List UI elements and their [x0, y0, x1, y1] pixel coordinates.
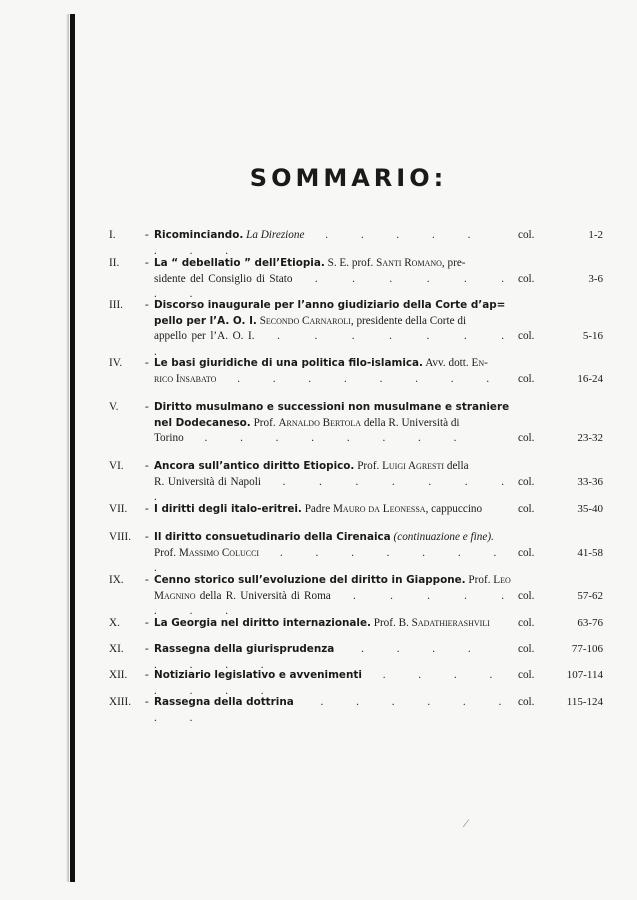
entry-dash: - [145, 696, 149, 708]
entry-dash: - [145, 257, 149, 269]
entry-dash: - [145, 503, 149, 515]
entry-author: Luigi Agresti [382, 460, 445, 472]
entry-number: XII. [109, 669, 128, 681]
entry-title: Ricominciando. [154, 229, 244, 241]
page-range: 63-76 [577, 617, 603, 629]
toc-entry-4 [109, 356, 603, 387]
entry-number: III. [109, 299, 123, 311]
entry-text: Avv. dott. [425, 357, 469, 369]
entry-text: della R. Università di [363, 416, 460, 429]
stray-ink-mark: ⁄ [465, 816, 468, 830]
entry-title: pello per l’A. O. I. [154, 314, 257, 327]
page-range: 41-58 [577, 546, 603, 559]
binding-edge [70, 14, 75, 882]
entry-number: IX. [109, 574, 124, 586]
col-label: col. [518, 696, 535, 708]
leader-dots: . . . . . . . . [154, 696, 517, 724]
leader-dots: . . . . . . . . [154, 643, 486, 671]
entry-dash: - [145, 617, 149, 629]
entry-text: sidente del Consiglio di Stato [154, 272, 293, 285]
entry-number: X. [109, 617, 120, 629]
entry-dash: - [145, 357, 149, 369]
entry-author: Santi Romano [376, 257, 442, 269]
entry-number: XIII. [109, 696, 132, 708]
entry-text: Padre [304, 503, 331, 515]
entry-dash: - [145, 401, 149, 413]
toc-entry-2: II. - La “ debellatio ” dell’Etiopia. S. E. prof. Santi Romano, pre- sidente del Consiglio di Stato . . . . . . . . col. 3-6 [109, 257, 603, 300]
entry-number: XI. [109, 643, 124, 655]
entry-text: presidente della Corte di [356, 314, 467, 327]
page-range: 33-36 [577, 475, 603, 488]
col-label: col. [518, 330, 535, 342]
col-label: col. [518, 272, 535, 285]
entry-author: En- [471, 357, 488, 369]
leader-dots: . . . . . . . . [154, 669, 508, 697]
entry-text: cappuccino [431, 503, 483, 515]
entry-title: nel Dodecaneso. [154, 416, 251, 429]
entry-text: Prof. [357, 460, 380, 472]
entry-number: VIII. [109, 531, 132, 543]
entry-dash: - [145, 574, 149, 586]
entry-text: pre- [447, 257, 466, 269]
toc-entry-9 [109, 573, 603, 620]
col-label: col. [518, 617, 535, 629]
page-range: 77-106 [571, 643, 603, 655]
entry-title: La “ debellatio ” dell’Etiopia. [154, 257, 325, 269]
entry-number: VI. [109, 460, 124, 472]
toc-entry-6 [109, 459, 603, 506]
entry-title: Rassegna della dottrina [154, 696, 294, 708]
toc-entry-13 [109, 695, 603, 726]
entry-dash: - [145, 531, 149, 543]
entry-title: Rassegna della giurisprudenza [154, 643, 335, 655]
entry-text: R. Università di Napoli [154, 475, 261, 488]
leader-dots: . . . . . . . . [237, 372, 505, 385]
entry-text: Prof. B. [373, 617, 409, 629]
entry-title: Discorso inaugurale per l’anno giudiziario della Corte d’ap= [154, 299, 506, 311]
entry-author: Sadathierashvili [411, 617, 490, 629]
leader-dots: . . . . . . . . [154, 589, 520, 617]
entry-title: I diritti degli italo-eritrei. [154, 503, 302, 515]
leader-dots: . . . . . . . . [154, 229, 486, 257]
toc-entry-1 [109, 228, 603, 259]
entry-text: della [446, 460, 469, 472]
toc-entry-5 [109, 400, 603, 447]
entry-author: Massimo Colucci [178, 546, 260, 559]
page-range: 115-124 [566, 696, 603, 708]
entry-number: V. [109, 401, 119, 413]
col-label: col. [518, 589, 535, 602]
toc-entry-10 [109, 616, 603, 632]
entry-dash: - [145, 643, 149, 655]
entry-dash: - [145, 460, 149, 472]
col-label: col. [518, 503, 535, 515]
entry-author: Mauro da Leonessa [332, 503, 426, 515]
entry-text: della R. Università di Roma [199, 589, 331, 602]
entry-dash: - [145, 669, 149, 681]
entry-author: Leo [493, 574, 511, 586]
entry-text: S. E. prof. [327, 257, 374, 269]
leader-dots: . . . . . . . . [204, 432, 472, 444]
col-label: col. [518, 432, 535, 444]
entry-text: Torino [154, 432, 184, 444]
entry-number: I. [109, 229, 116, 241]
toc-entry-8 [109, 530, 603, 577]
page-range: 16-24 [577, 372, 603, 385]
col-label: col. [518, 669, 535, 681]
toc-entry-3: III. - Discorso inaugurale per l’anno giudiziario della Corte d’ap= pello per l’A. O. I. Secondo Carnaroli, presidente della Corte di appello per l’A. O. I. . . . . . . . . col. 5-16 [109, 299, 603, 358]
entry-text: Prof. [468, 574, 491, 586]
entry-text: appello per l’A. O. I. [154, 330, 255, 342]
col-label: col. [518, 643, 535, 655]
col-label: col. [518, 229, 535, 241]
col-label: col. [518, 475, 535, 488]
page-range: 35-40 [577, 503, 603, 515]
entry-text: Prof. [154, 546, 177, 559]
entry-title: Le basi giuridiche di una politica filo-islamica. [154, 357, 423, 369]
entry-title: Ancora sull’antico diritto Etiopico. [154, 460, 355, 472]
entry-text: Prof. [253, 416, 276, 429]
entry-title: Notiziario legislativo e avvenimenti [154, 669, 362, 681]
entry-number: VII. [109, 503, 128, 515]
entry-dash: - [145, 299, 149, 311]
page-title: SOMMARIO: [249, 164, 448, 192]
page-range: 1-2 [588, 229, 603, 241]
entry-title: Diritto musulmano e successioni non musulmane e straniere [154, 401, 510, 413]
leader-dots: . . . . . . . . [154, 330, 520, 358]
entry-number: II. [109, 257, 120, 269]
entry-title: Cenno storico sull’evoluzione del diritto in Giappone. [154, 574, 466, 586]
page-range: 57-62 [577, 589, 603, 602]
col-label: col. [518, 372, 535, 385]
page-range: 23-32 [577, 432, 603, 444]
col-label: col. [518, 546, 535, 559]
toc-entry-7: VII. - I diritti degli italo-eritrei. Padre Mauro da Leonessa, cappuccino col. 35-40 [109, 502, 599, 518]
leader-dots: . . . . . . . . [154, 546, 512, 574]
binding-shadow [66, 14, 69, 882]
entry-author: Secondo Carnaroli [259, 314, 351, 327]
leader-dots: . . . . . . . . [154, 475, 519, 503]
entry-author: Magnino [154, 589, 196, 602]
entry-title: La Georgia nel diritto internazionale. [154, 617, 371, 629]
entry-author: La Direzione [246, 229, 305, 241]
entry-title: Il diritto consuetudinario della Cirenaica [154, 531, 391, 543]
entry-author: rico Insabato [154, 372, 217, 385]
leader-dots: . . . . . . . . [154, 272, 520, 300]
entry-note: (continuazione e fine). [393, 531, 494, 543]
page-range: 107-114 [566, 669, 603, 681]
page-range: 3-6 [588, 272, 603, 285]
page-range: 5-16 [582, 330, 603, 342]
entry-dash: - [145, 229, 149, 241]
entry-number: IV. [109, 357, 123, 369]
entry-author: Arnaldo Bertola [278, 416, 362, 429]
